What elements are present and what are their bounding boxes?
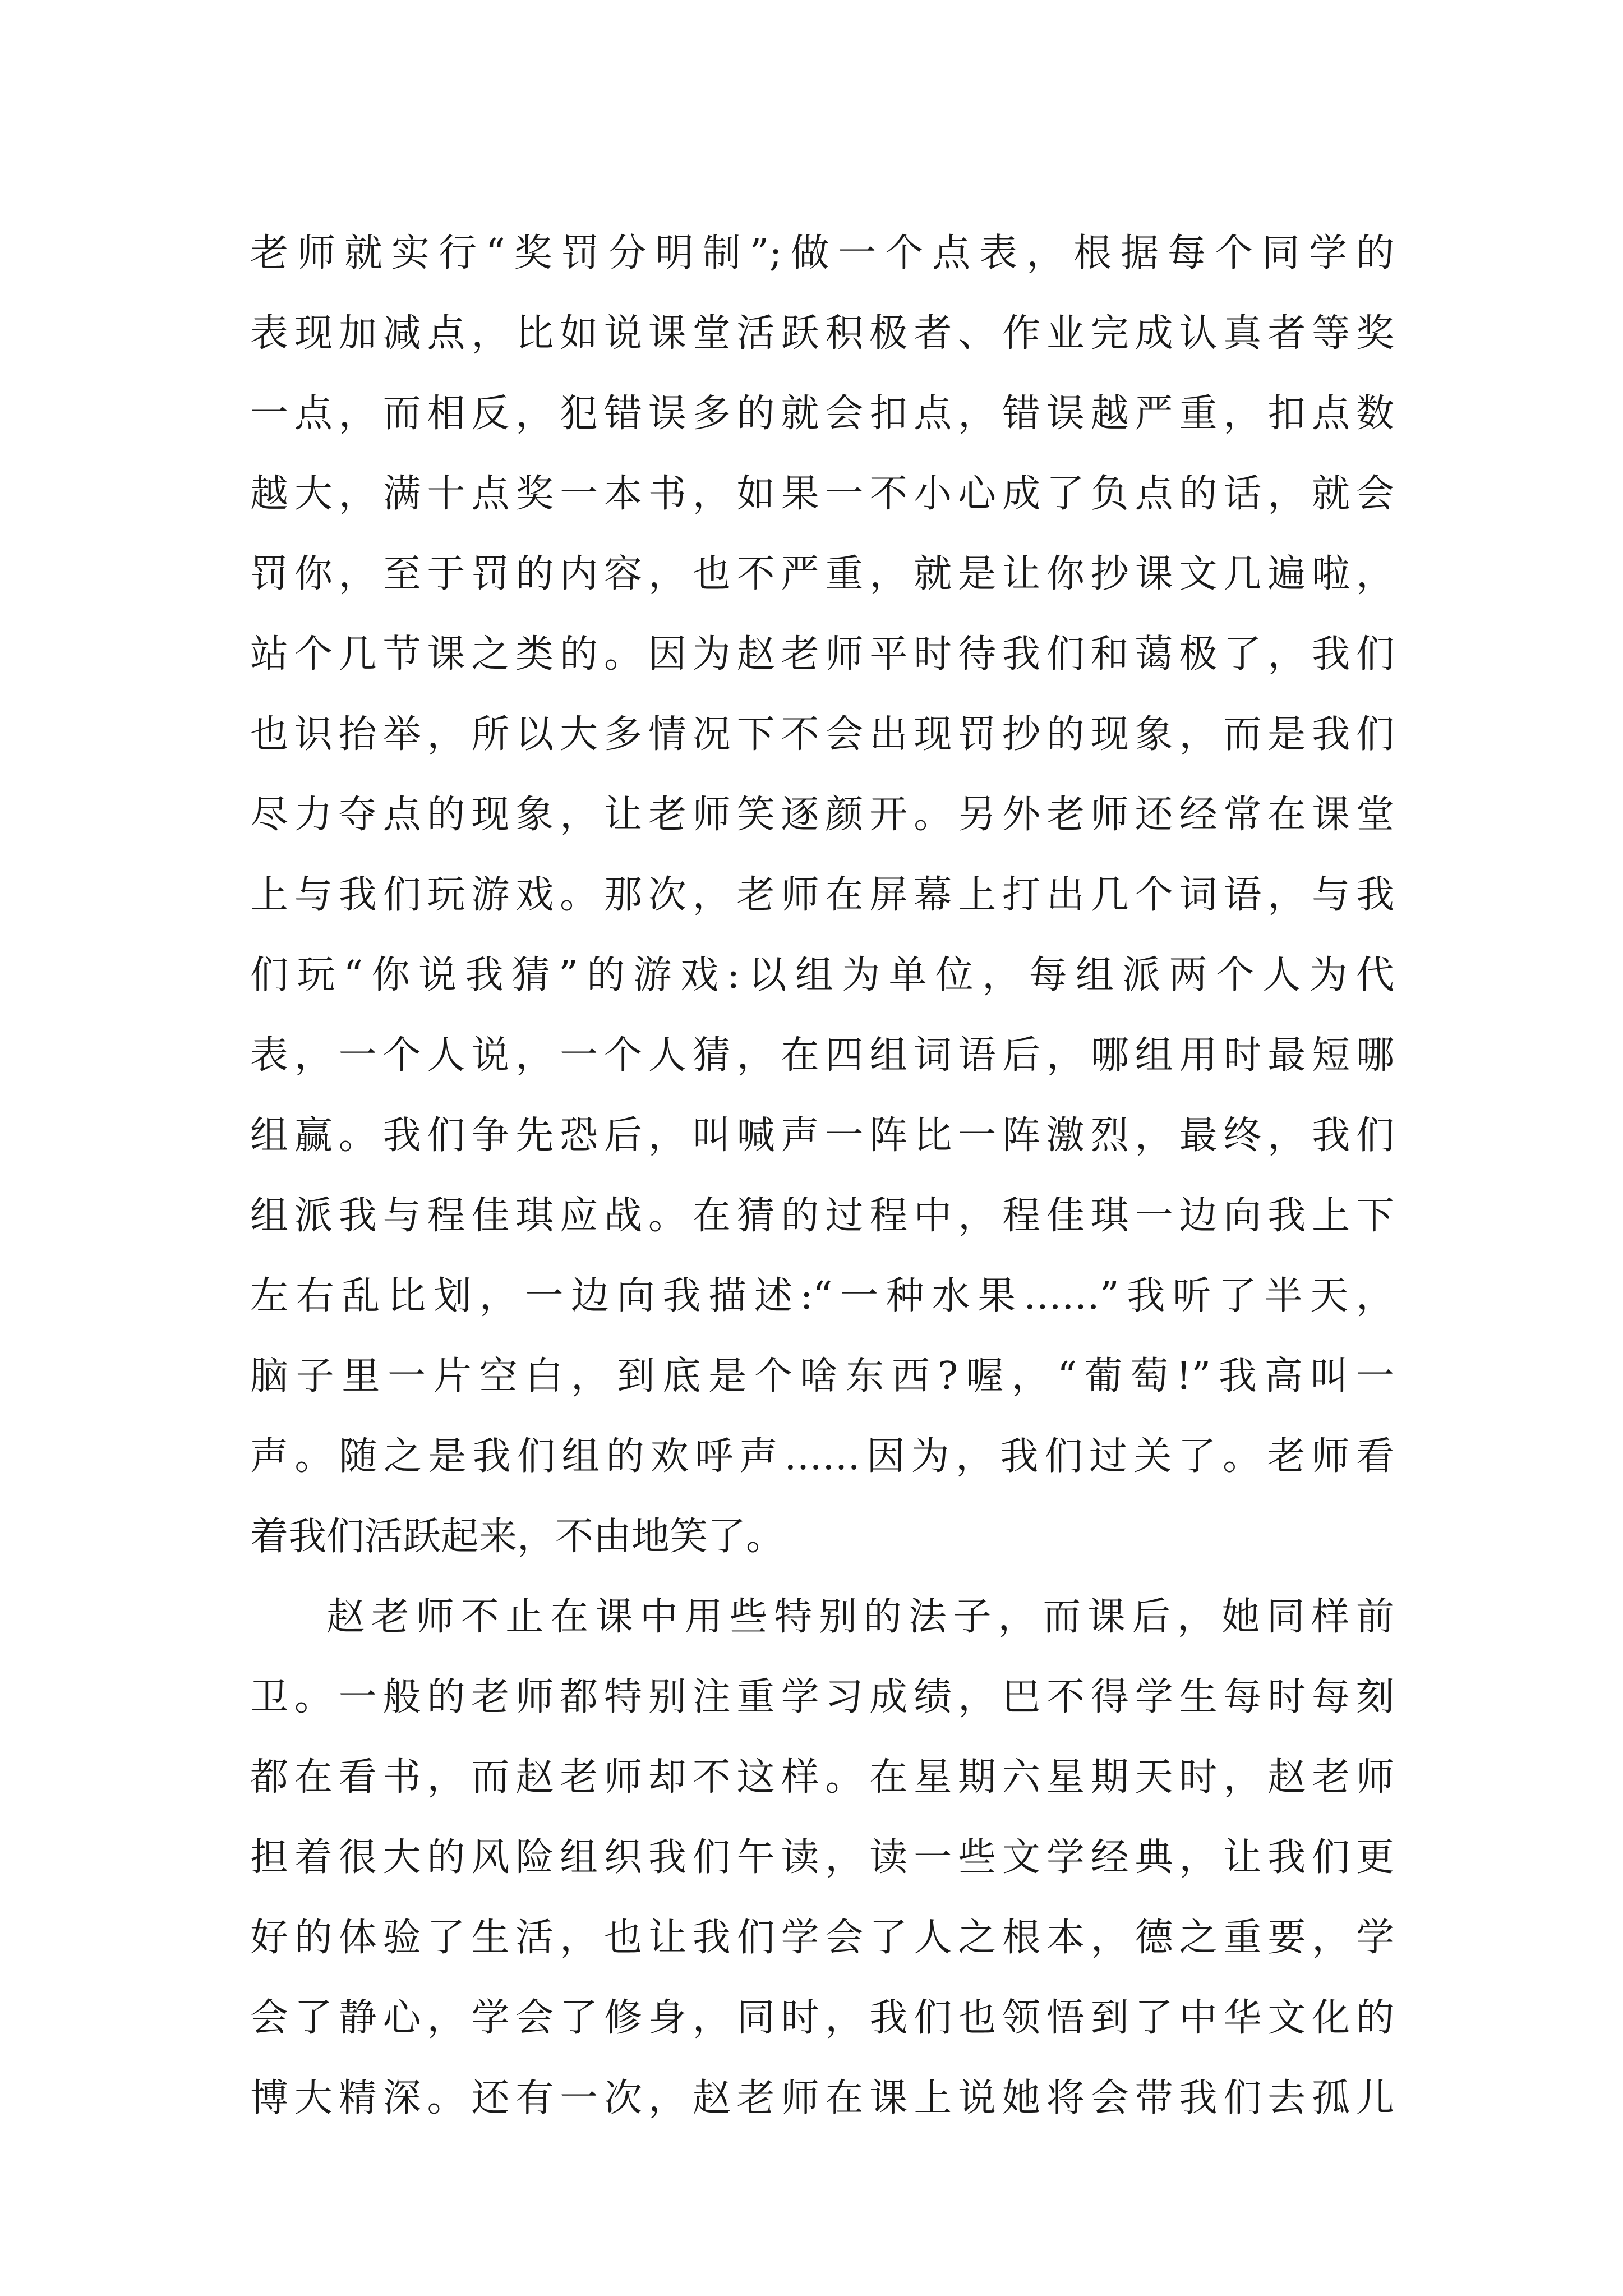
text-line: 尽力夺点的现象，让老师笑逐颜开。另外老师还经常在课堂 bbox=[250, 793, 1394, 837]
text-line: 也识抬举，所以大多情况下不会出现罚抄的现象，而是我们 bbox=[250, 712, 1394, 757]
text-line: 们玩“你说我猜”的游戏:以组为单位，每组派两个人为代 bbox=[250, 953, 1394, 997]
text-line: 上与我们玩游戏。那次，老师在屏幕上打出几个词语，与我 bbox=[250, 873, 1394, 917]
text-line: 都在看书，而赵老师却不这样。在星期六星期天时，赵老师 bbox=[250, 1755, 1394, 1800]
text-line: 左右乱比划，一边向我描述:“一种水果……”我听了半天， bbox=[250, 1274, 1394, 1318]
text-line: 脑子里一片空白，到底是个啥东西?喔，“葡萄!”我高叫一 bbox=[250, 1354, 1394, 1398]
text-line: 会了静心，学会了修身，同时，我们也领悟到了中华文化的 bbox=[250, 1996, 1394, 2040]
text-line: 好的体验了生活，也让我们学会了人之根本，德之重要，学 bbox=[250, 1916, 1394, 1960]
text-line: 表现加减点，比如说课堂活跃积极者、作业完成认真者等奖 bbox=[250, 311, 1394, 356]
body-text bbox=[250, 213, 1394, 2138]
text-line: 罚你，至于罚的内容，也不严重，就是让你抄课文几遍啦， bbox=[250, 552, 1394, 596]
text-line: 声。随之是我们组的欢呼声……因为，我们过关了。老师看 bbox=[250, 1434, 1394, 1479]
text-line-indented: 赵老师不止在课中用些特别的法子，而课后，她同样前 bbox=[326, 1595, 1394, 1639]
text-line: 老师就实行“奖罚分明制”;做一个点表，根据每个同学的 bbox=[250, 231, 1394, 275]
text-line: 博大精深。还有一次，赵老师在课上说她将会带我们去孤儿 bbox=[250, 2076, 1394, 2120]
text-line: 越大，满十点奖一本书，如果一不小心成了负点的话，就会 bbox=[250, 472, 1394, 516]
text-line: 站个几节课之类的。因为赵老师平时待我们和蔼极了，我们 bbox=[250, 632, 1394, 677]
text-line: 卫。一般的老师都特别注重学习成绩，巴不得学生每时每刻 bbox=[250, 1675, 1394, 1719]
text-line: 着我们活跃起来，不由地笑了。 bbox=[250, 1515, 785, 1559]
text-line: 组赢。我们争先恐后，叫喊声一阵比一阵激烈，最终，我们 bbox=[250, 1114, 1394, 1158]
text-line: 组派我与程佳琪应战。在猜的过程中，程佳琪一边向我上下 bbox=[250, 1194, 1394, 1238]
text-line: 表，一个人说，一个人猜，在四组词语后，哪组用时最短哪 bbox=[250, 1033, 1394, 1078]
text-line: 一点，而相反，犯错误多的就会扣点，错误越严重，扣点数 bbox=[250, 392, 1394, 436]
text-line: 担着很大的风险组织我们午读，读一些文学经典，让我们更 bbox=[250, 1835, 1394, 1880]
